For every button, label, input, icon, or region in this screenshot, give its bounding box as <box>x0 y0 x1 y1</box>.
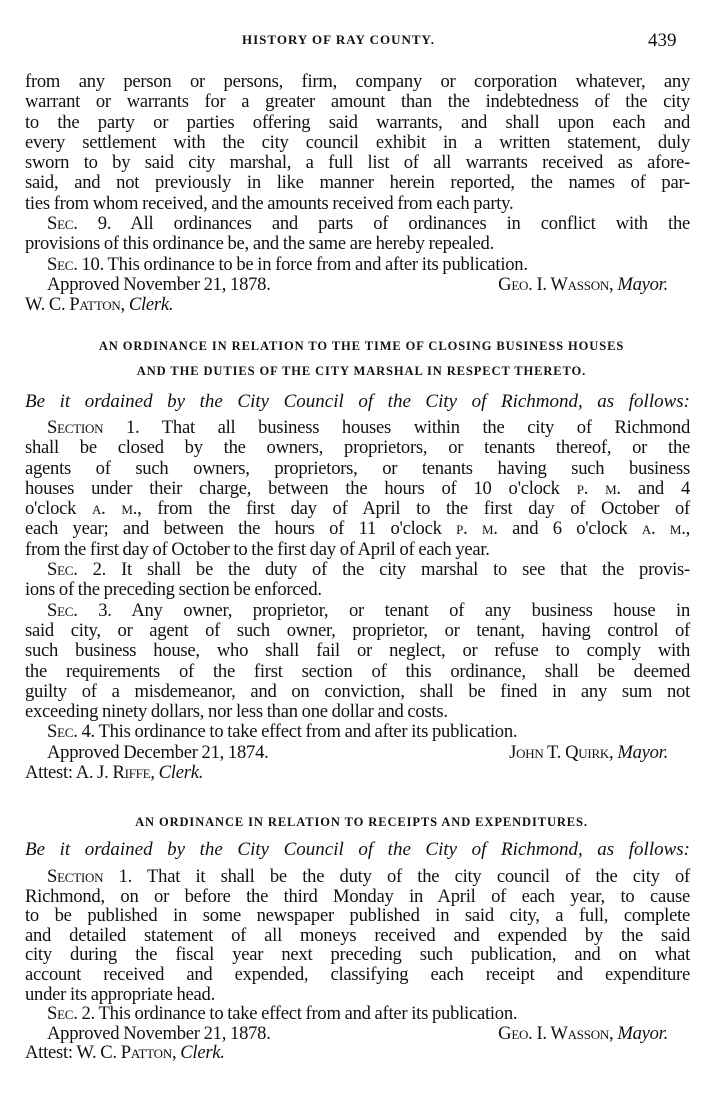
enacting-clause: Be it ordained by the City Council of the City of Richmond, as follows: <box>25 839 690 860</box>
italic-text: Clerk. <box>128 294 174 316</box>
small-caps-text: a. m. <box>92 498 138 520</box>
mayor-signature <box>498 275 668 295</box>
text-line: shall be closed by the owners, proprietors, or tenants thereof, or the <box>25 437 690 459</box>
approval-date <box>47 1024 271 1044</box>
text-line: Richmond, on or before the third Monday in April of each year, to cause <box>25 885 690 907</box>
text-line: Sec. 10. This ordinance to be in force from and after its publication. <box>47 253 528 275</box>
small-caps-text: Sec. 4. <box>47 721 95 743</box>
signature-line <box>25 1024 690 1044</box>
text-line: to be published in some newspaper published in said city, a full, complete <box>25 905 690 927</box>
italic-text: Mayor. <box>617 1022 668 1044</box>
small-caps-text: Geo. I. Wasson, <box>498 1022 618 1044</box>
small-caps-text: John T. Quirk, <box>509 741 618 763</box>
signature-line <box>25 743 690 763</box>
text-line: o'clock a. m., from the first day of April to the first day of October of <box>25 498 690 520</box>
text-line: under its appropriate head. <box>25 983 216 1005</box>
italic-text: Mayor. <box>617 741 668 763</box>
ordinance-receipts-body <box>25 867 690 1063</box>
ordinance-heading-receipts: AN ORDINANCE IN RELATION TO RECEIPTS AND EXPENDITURES. <box>135 815 588 829</box>
small-caps-text: Sec. 9. <box>47 213 112 235</box>
text-line: from any person or persons, firm, company or corporation whatever, any <box>25 71 690 92</box>
small-caps-text: Geo. I. Wasson, <box>498 273 618 295</box>
text-line: warrant or warrants for a greater amount than the indebtedness of the city <box>25 91 690 113</box>
text-line: provisions of this ordinance be, and the same are hereby repealed. <box>25 233 494 255</box>
text: Approved December 21, 1874. <box>47 741 269 763</box>
ordinance-heading-closing-houses-line1: AN ORDINANCE IN RELATION TO THE TIME OF CLOSING BUSINESS HOUSES <box>98 339 625 353</box>
small-caps-text: Sec. 10. <box>47 253 104 275</box>
small-caps-text: Sec. 3. <box>47 599 112 621</box>
text-line: agents of such owners, proprietors, or tenants having such business <box>25 457 690 479</box>
text-line: Sec. 2. This ordinance to take effect from and after its publication. <box>47 1003 518 1025</box>
text-line: houses under their charge, between the hours of 10 o'clock p. m. and 4 <box>25 477 691 499</box>
mayor-signature <box>509 743 668 763</box>
small-caps-text: Section 1. <box>47 866 133 887</box>
mayor-signature <box>498 1024 668 1044</box>
small-caps-text: Patton, <box>120 1042 181 1064</box>
signature-line <box>25 275 690 295</box>
small-caps-text: Sec. 2. <box>47 1003 95 1025</box>
text-line: Section 1. That it shall be the duty of the city council of the city of <box>47 866 690 887</box>
enacting-clause: Be it ordained by the City Council of the City of Richmond, as follows: <box>25 391 690 412</box>
text-line: said, and not previously in like manner herein reported, the names of par- <box>25 172 690 194</box>
small-caps-text: p. m. <box>576 477 621 499</box>
running-title: HISTORY OF RAY COUNTY. <box>242 32 435 47</box>
text-line: account received and expended, classifying each receipt and expenditure <box>25 963 690 985</box>
small-caps-text: a. m. <box>641 518 686 540</box>
text: Approved November 21, 1878. <box>47 273 271 295</box>
text-line: ions of the preceding section be enforced. <box>25 579 322 601</box>
small-caps-text: Section 1. <box>47 417 140 438</box>
small-caps-text: Sec. 2. <box>47 559 107 581</box>
text-line: Section 1. That all business houses within the city of Richmond <box>47 417 690 438</box>
text-line: Attest: W. C. Patton, Clerk. <box>25 1042 225 1064</box>
page-number: 439 <box>648 30 677 51</box>
text-line: ties from whom received, and the amounts received from each party. <box>25 192 514 214</box>
text-line: said city, or agent of such owner, proprietor, or tenant, having control of <box>25 619 690 641</box>
approval-date <box>47 743 269 763</box>
text-line: Sec. 3. Any owner, proprietor, or tenant of any business house in <box>47 599 690 621</box>
text: Approved November 21, 1878. <box>47 1022 271 1044</box>
text-line: and detailed statement of all moneys received and expended by the said <box>25 924 690 946</box>
text-line: from the first day of October to the first day of April of each year. <box>25 538 490 560</box>
approval-date <box>47 275 271 295</box>
text-line: such business house, who shall fail or neglect, or refuse to comply with <box>25 640 690 662</box>
page-header <box>0 30 723 52</box>
ordinance-heading-closing-houses-line2: AND THE DUTIES OF THE CITY MARSHAL IN RESPECT THERETO. <box>136 364 587 378</box>
text-line: the requirements of the first section of this ordinance, shall be deemed <box>25 660 690 682</box>
text-line: every settlement with the city council exhibit in a written statement, duly <box>25 131 690 153</box>
text-line: to the party or parties offering said warrants, and shall upon each and <box>25 111 690 133</box>
ordinance-closing-houses-body <box>25 418 690 783</box>
text-line: sworn to by said city marshal, a full list of all warrants received as afore- <box>25 152 690 174</box>
text-line <box>25 295 690 315</box>
text-line: Sec. 4. This ordinance to take effect from and after its publication. <box>47 721 518 743</box>
italic-text: Clerk. <box>158 762 204 784</box>
text-line: Attest: A. J. Riffe, Clerk. <box>25 762 204 784</box>
continued-ordinance-text <box>25 72 690 316</box>
text-line: city during the fiscal year next preceding such publication, and on what <box>25 944 690 966</box>
text-line: Sec. 9. All ordinances and parts of ordinances in conflict with the <box>47 213 690 235</box>
small-caps-text: p. m. <box>456 518 498 540</box>
italic-text: Clerk. <box>180 1042 225 1064</box>
italic-text: Mayor. <box>617 273 668 295</box>
text-line: exceeding ninety dollars, nor less than one dollar and costs. <box>25 701 448 723</box>
text-line: guilty of a misdemeanor, and on conviction, shall be fined in any sum not <box>25 680 690 702</box>
text-line: Sec. 2. It shall be the duty of the city marshal to see that the provis- <box>47 559 690 581</box>
small-caps-text: W. C. Patton, <box>25 294 129 316</box>
text-line: each year; and between the hours of 11 o'clock p. m. and 6 o'clock a. m., <box>25 518 690 540</box>
small-caps-text: Riffe, <box>112 762 159 784</box>
